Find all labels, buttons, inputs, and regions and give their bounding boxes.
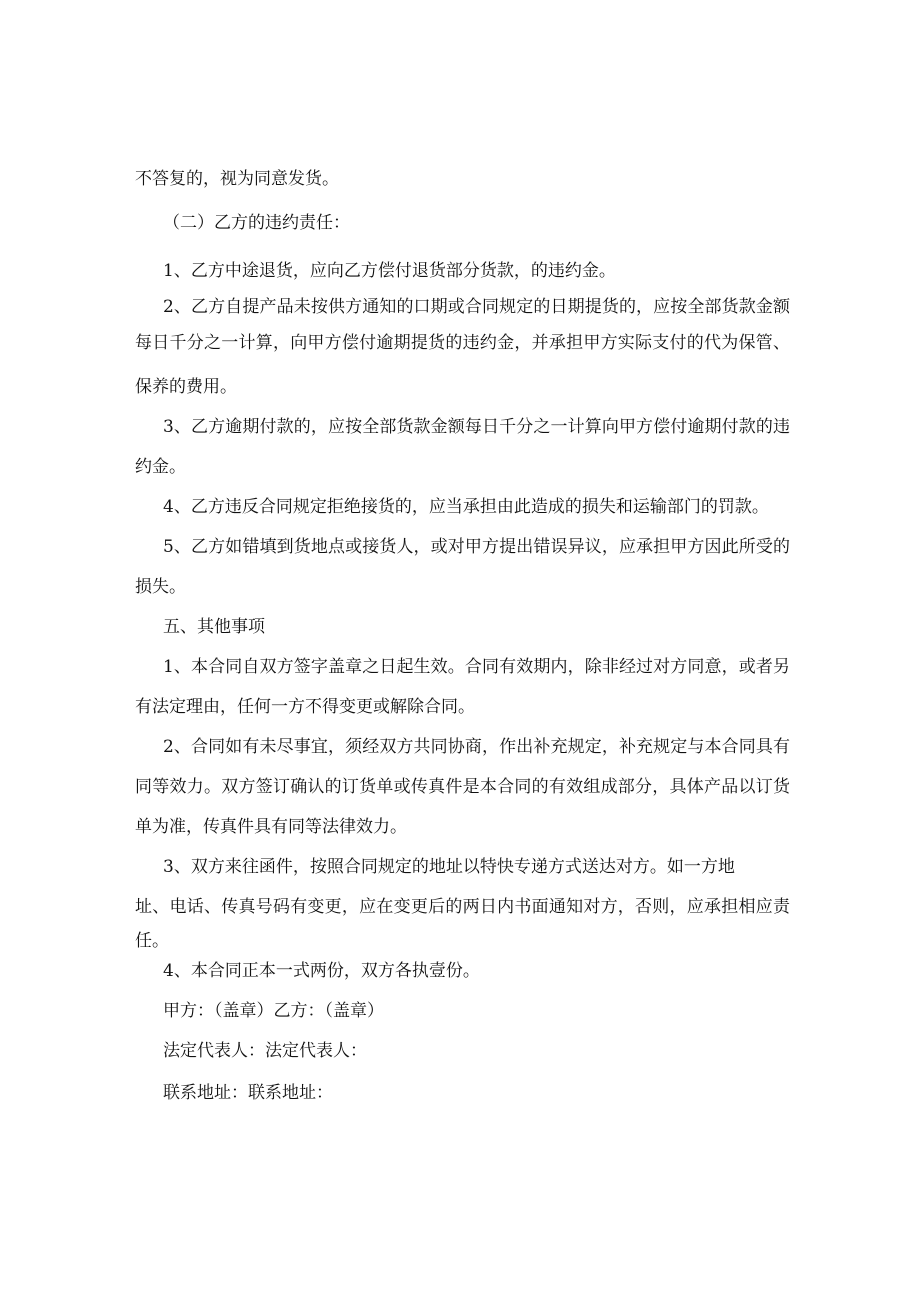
clause-text: 1、本合同自双方签字盖章之日起生效。合同有效期内，除非经过对方同意，或者另	[163, 657, 790, 677]
clause-text: 址、电话、传真号码有变更，应在变更后的两日内书面通知对方，否则，应承担相应责	[135, 897, 790, 917]
clause-text: 4、乙方违反合同规定拒绝接货的，应当承担由此造成的损失和运输部门的罚款。	[163, 497, 769, 517]
clause-text: 损失。	[135, 577, 186, 597]
clause-text: 1、乙方中途退货，应向乙方偿付退货部分货款，的违约金。	[163, 261, 616, 281]
section-heading: （二）乙方的违约责任：	[163, 213, 350, 233]
clause-text: 每日千分之一计算，向甲方偿付逾期提货的违约金，并承担甲方实际支付的代为保管、	[135, 333, 790, 353]
clause-text: 保养的费用。	[135, 377, 237, 397]
clause-text: 同等效力。双方签订确认的订货单或传真件是本合同的有效组成部分，具体产品以订货	[135, 777, 790, 797]
text-line: 不答复的，视为同意发货。	[135, 169, 339, 189]
clause-text: 约金。	[135, 457, 186, 477]
signature-party-line: 甲方：（盖章）乙方：（盖章）	[163, 1001, 384, 1021]
clause-text: 单为准，传真件具有同等法律效力。	[135, 817, 407, 837]
clause-text: 任。	[135, 931, 169, 951]
clause-text: 3、双方来往函件，按照合同规定的地址以特快专递方式送达对方。如一方地	[163, 857, 735, 877]
contact-address-line: 联系地址：联系地址：	[163, 1083, 333, 1103]
legal-representative-line: 法定代表人：法定代表人：	[163, 1041, 367, 1061]
clause-text: 3、乙方逾期付款的，应按全部货款金额每日千分之一计算向甲方偿付逾期付款的违	[163, 417, 790, 437]
clause-text: 4、本合同正本一式两份，双方各执壹份。	[163, 961, 480, 981]
section-heading: 五、其他事项	[163, 617, 265, 637]
clause-text: 2、乙方自提产品未按供方通知的口期或合同规定的日期提货的，应按全部货款金额	[163, 297, 790, 317]
clause-text: 有法定理由，任何一方不得变更或解除合同。	[135, 697, 475, 717]
clause-text: 2、合同如有未尽事宜，须经双方共同协商，作出补充规定，补充规定与本合同具有	[163, 737, 790, 757]
clause-text: 5、乙方如错填到货地点或接货人，或对甲方提出错误异议，应承担甲方因此所受的	[163, 537, 790, 557]
